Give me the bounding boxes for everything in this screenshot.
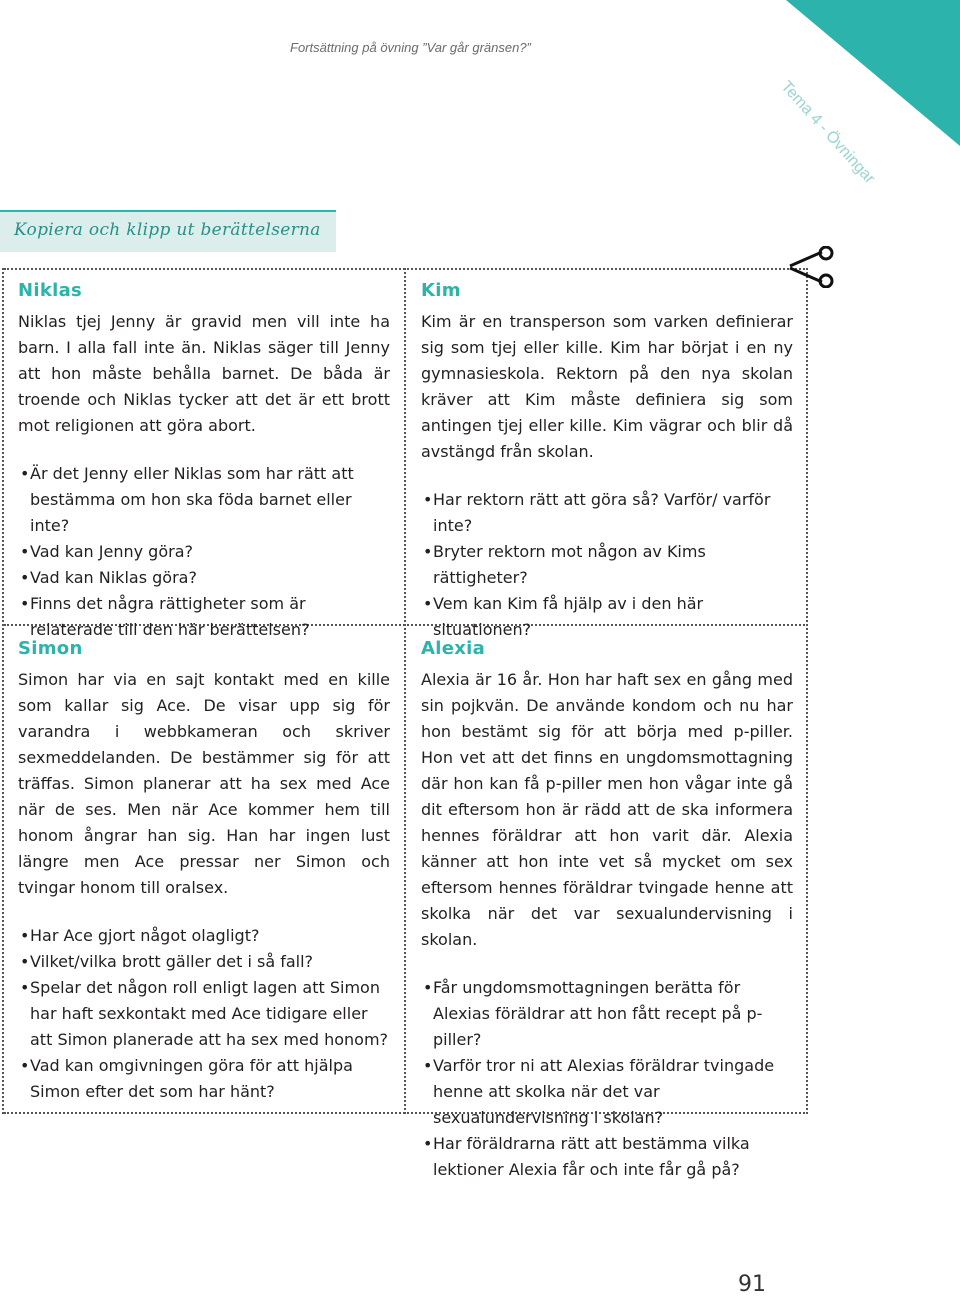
corner-tab-label: Tema 4 - Övningar: [777, 78, 879, 188]
question-item: •Vad kan Niklas göra?: [20, 568, 197, 587]
cut-line-center: [404, 268, 406, 1114]
question-item: •Spelar det någon roll enligt lagen att Simon har haft sexkontakt med Ace tidigare eller att Simon planerade att ha sex med honom?: [20, 978, 389, 1049]
question-list: [421, 487, 793, 643]
story-card-alexia: [421, 638, 793, 1183]
question-item: •Finns det några rättigheter som är relaterade till den här berättelsen?: [20, 594, 310, 639]
card-title: Niklas: [18, 280, 83, 301]
question-item: •Är det Jenny eller Niklas som har rätt att bestämma om hon ska föda barnet eller inte?: [20, 464, 354, 535]
card-title: Kim: [421, 280, 461, 301]
question-item: •Får ungdomsmottagningen berätta för Alexias föräldrar att hon fått recept på p-piller?: [423, 978, 763, 1049]
question-item: •Vad kan omgivningen göra för att hjälpa Simon efter det som har hänt?: [20, 1056, 353, 1101]
card-story: Niklas tjej Jenny är gravid men vill inte ha barn. I alla fall inte än. Niklas säger till Jenny att hon måste behålla barnet. De båda är troende och Niklas tycker att det är ett brott mot religionen att göra abort.: [18, 312, 390, 435]
card-title: Alexia: [421, 638, 486, 659]
question-list: [18, 923, 390, 1105]
cut-line-right: [806, 268, 808, 1114]
copy-cut-banner: [0, 210, 336, 252]
card-title: Simon: [18, 638, 83, 659]
question-item: •Har föräldrarna rätt att bestämma vilka lektioner Alexia får och inte får gå på?: [423, 1134, 750, 1179]
question-item: •Har Ace gjort något olagligt?: [20, 926, 260, 945]
cut-line-top: [4, 268, 808, 270]
question-item: •Bryter rektorn mot någon av Kims rättigheter?: [423, 542, 706, 587]
card-story: Simon har via en sajt kontakt med en kille som kallar sig Ace. De visar upp sig för varandra i webbkameran och skriver sexmeddelanden. De bestämmer sig för att träffas. Simon planerar att ha sex med Ace när de ses. Men när Ace kommer hem till honom ångrar han sig. Han har ingen lust längre men Ace pressar ner Simon och tvingar honom till oralsex.: [18, 670, 390, 897]
story-card-niklas: [18, 280, 390, 643]
question-item: •Varför tror ni att Alexias föräldrar tvingade henne att skolka när det var sexualundervisning i skolan?: [423, 1056, 775, 1127]
question-item: •Vilket/vilka brott gäller det i så fall?: [20, 952, 314, 971]
cut-line-left: [2, 268, 4, 1114]
question-item: •Vad kan Jenny göra?: [20, 542, 193, 561]
question-item: •Vem kan Kim få hjälp av i den här situationen?: [423, 594, 704, 639]
story-card-simon: [18, 638, 390, 1105]
question-item: •Har rektorn rätt att göra så? Varför/ varför inte?: [423, 490, 771, 535]
card-story: Alexia är 16 år. Hon har haft sex en gång med sin pojkvän. De använde kondom och nu har hon bestämt sig för att börja med p-piller. Hon vet att det finns en ungdomsmottagning där hon kan få p-piller men hon vågar inte gå dit eftersom hon är rädd att de ska informera hennes föräldrar att hon varit där. Alexia känner att hon inte vet så mycket om sex eftersom hennes föräldrar tvingade henne att skolka när det var sexualundervisning i skolan.: [421, 670, 793, 949]
banner-label: Kopiera och klipp ut berättelserna: [14, 220, 321, 240]
card-story: Kim är en transperson som varken definierar sig som tjej eller kille. Kim har börjat i en ny gymnasieskola. Rektorn på den nya skolan kräver att Kim måste definiera sig som antingen tjej eller kille. Kim vägrar och blir då avstängd från skolan.: [421, 312, 793, 461]
question-list: [421, 975, 793, 1183]
story-card-kim: [421, 280, 793, 643]
scissors-icon: [788, 246, 836, 288]
question-list: [18, 461, 390, 643]
running-title: Fortsättning på övning ”Var går gränsen?”: [290, 40, 531, 55]
page-number: 91: [738, 1272, 766, 1297]
